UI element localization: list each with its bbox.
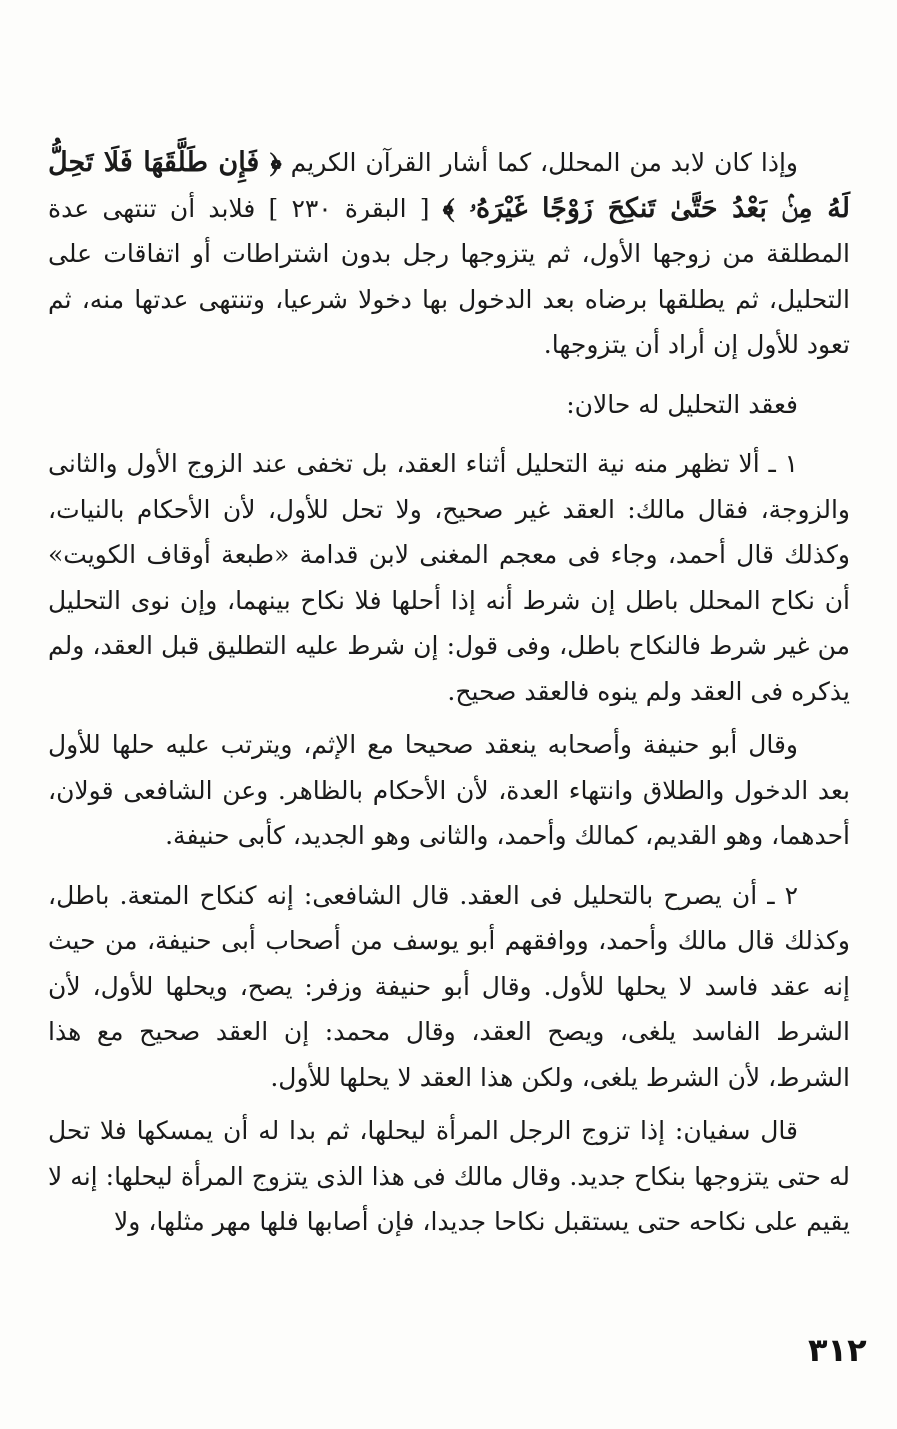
page-number: ٣١٢ [808,1331,867,1369]
paragraph-text-after-verse: [ البقرة ٢٣٠ ] فلابد أن تنتهى عدة المطلقة من زوجها الأول، ثم يتزوجها رجل بدون اشتراطات أو اتفاقات على التحليل، ثم يطلقها برضاه بعد الدخول بها دخولا شرعيا، وتنتهى عدتها منه، ثم تعود للأول إن أراد أن يتزوجها. [48,193,850,359]
paragraph-two-cases-heading: فعقد التحليل له حالان: [566,389,798,419]
paragraph-abu-hanifa: وقال أبو حنيفة وأصحابه ينعقد صحيحا مع الإثم، ويترتب عليه حلها للأول بعد الدخول والطلاق وانتهاء العدة، لأن الأحكام بالظاهر. وعن الشافعى قولان، أحدهما، وهو القديم، كمالك وأحمد، والثانى وهو الجديد، كأبى حنيفة. [48,730,850,850]
paragraph-muhallil-intro [48,140,850,368]
paragraph-case-two: ٢ ـ أن يصرح بالتحليل فى العقد. قال الشافعى: إنه كنكاح المتعة. باطل، وكذلك قال مالك وأحمد، ووافقهم أبو يوسف من أصحاب أبى حنيفة، من حيث إنه عقد فاسد لا يحلها للأول. وقال أبو حنيفة وزفر: يصح، ويحلها للأول، لأن الشرط الفاسد يلغى، ويصح العقد، وقال محمد: إن العقد صحيح مع هذا الشرط، لأن الشرط يلغى، ولكن هذا العقد لا يحلها للأول. [48,880,850,1092]
paragraph-sufyan: قال سفيان: إذا تزوج الرجل المرأة ليحلها، ثم بدا له أن يمسكها فلا تحل له حتى يتزوجها بنكاح جديد. وقال مالك فى هذا الذى يتزوج المرأة ليحلها: إنه لا يقيم على نكاحه حتى يستقبل نكاحا جديدا، فإن أصابها فلها مهر مثلها، ولا [48,1116,850,1236]
paragraph-text-before-verse: وإذا كان لابد من المحلل، كما أشار القرآن الكريم [281,148,798,177]
page-body [48,140,850,1245]
paragraph-case-one: ١ ـ ألا تظهر منه نية التحليل أثناء العقد، بل تخفى عند الزوج الأول والثانى والزوجة، فقال مالك: العقد غير صحيح، ولا تحل للأول، لأن الأحكام بالنيات، وكذلك قال أحمد، وجاء فى معجم المغنى لابن قدامة «طبعة أوقاف الكويت» أن نكاح المحلل باطل إن شرط أنه إذا أحلها فلا نكاح بينهما، وإن نوى التحليل من غير شرط فالنكاح باطل، وفى قول: إن شرط عليه التطليق قبل العقد، ولم يذكره فى العقد ولم ينوه فالعقد صحيح. [48,449,850,706]
quran-verse: ﴿ فَإِن طَلَّقَهَا فَلَا تَحِلُّ لَهُ مِنۢ بَعْدُ حَتَّىٰ تَنكِحَ زَوْجًا غَيْرَهُۥ ﴾ [48,147,850,224]
